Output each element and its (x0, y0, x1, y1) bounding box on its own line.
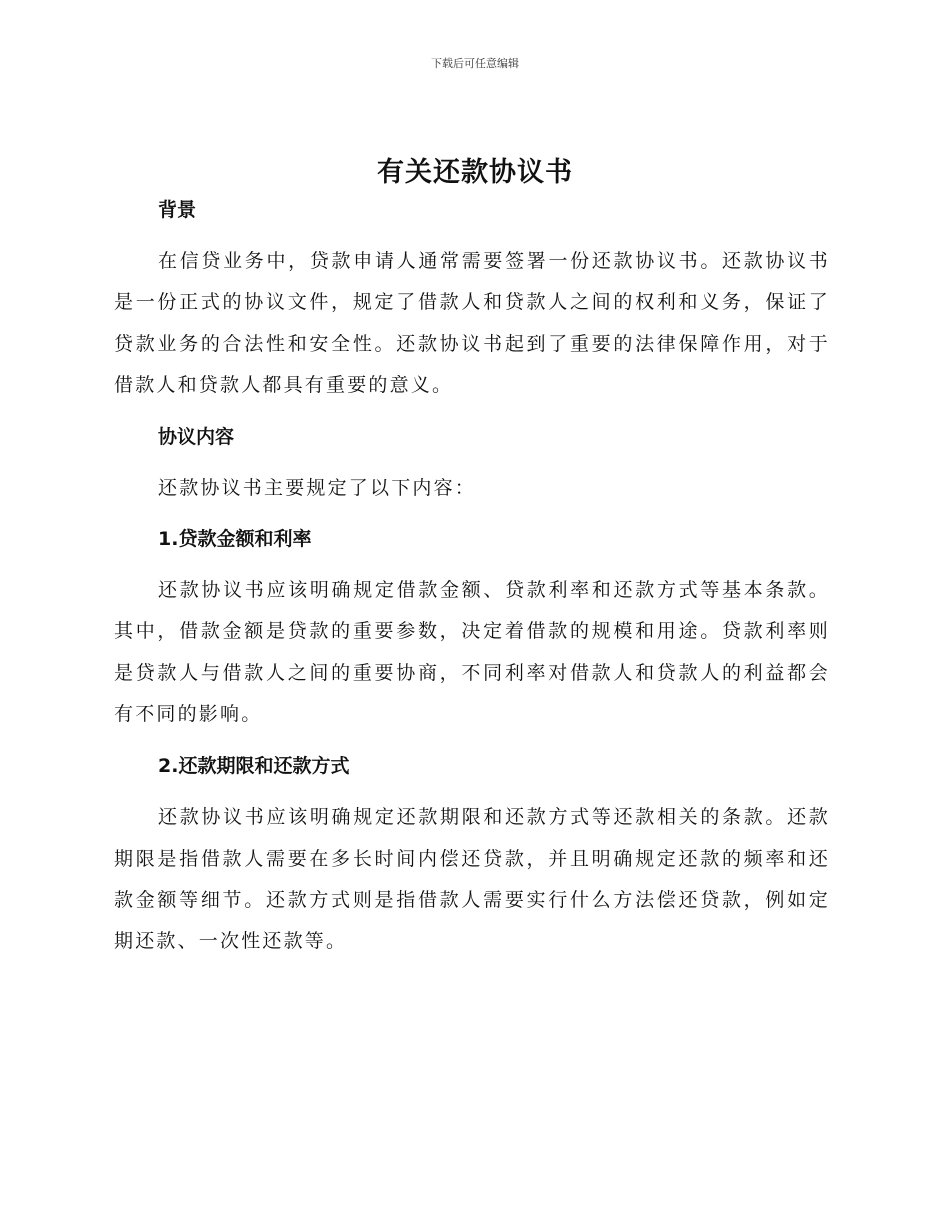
section-heading-background: 背景 (158, 199, 197, 221)
section-heading-agreement-content: 协议内容 (158, 426, 235, 449)
background-paragraph: 在信贷业务中，贷款申请人通常需要签署一份还款协议书。还款协议书是一份正式的协议文件，规定了借款人和贷款人之间的权利和义务，保证了贷款业务的合法性和安全性。还款协议书起到了重要的法律保障作用，对于借款人和贷款人都具有重要的意义。 (114, 250, 830, 396)
subsection-heading-repayment-term-method: 2.还款期限和还款方式 (158, 755, 350, 778)
content-intro-paragraph: 还款协议书主要规定了以下内容： (158, 477, 477, 500)
header-note: 下载后可任意编辑 (431, 57, 519, 70)
repayment-term-method-paragraph: 还款协议书应该明确规定还款期限和还款方式等还款相关的条款。还款期限是指借款人需要在多长时间内偿还贷款，并且明确规定还款的频率和还款金额等细节。还款方式则是指借款人需要实行什么方法偿还贷款，例如定期还款、一次性还款等。 (114, 806, 830, 953)
document-title: 有关还款协议书 (377, 157, 573, 188)
document-body (114, 190, 830, 974)
loan-amount-rate-paragraph: 还款协议书应该明确规定借款金额、贷款利率和还款方式等基本条款。其中，借款金额是贷款的重要参数，决定着借款的规模和用途。贷款利率则是贷款人与借款人之间的重要协商，不同利率对借款人和贷款人的利益都会有不同的影响。 (114, 579, 830, 726)
subsection-heading-loan-amount-rate: 1.贷款金额和利率 (158, 528, 312, 551)
